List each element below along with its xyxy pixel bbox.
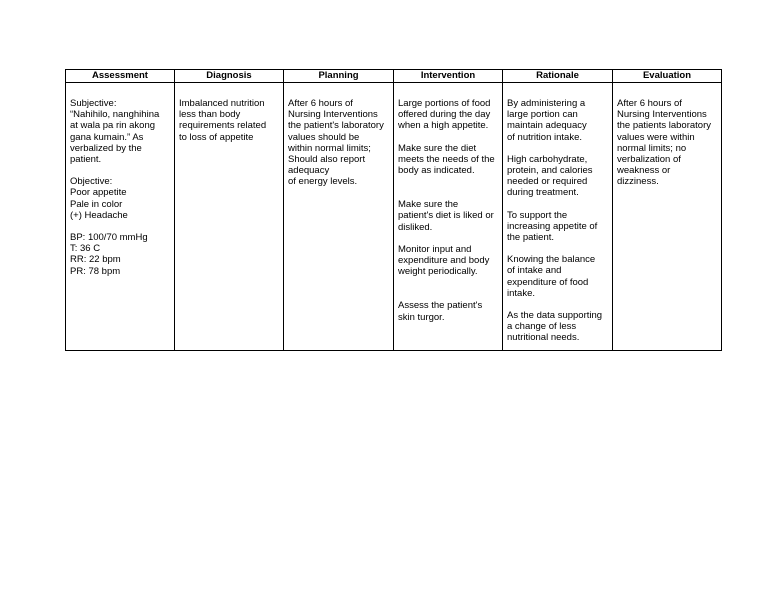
assessment-cell xyxy=(66,83,175,351)
objective-item: Poor appetite xyxy=(70,187,127,199)
diagnosis-cell xyxy=(175,83,284,351)
intervention-item: Make sure the diet meets the needs of the body as indicated. xyxy=(398,142,495,177)
header-diagnosis: Diagnosis xyxy=(175,70,284,83)
objective-label: Objective: xyxy=(70,176,113,188)
intervention-item: Make sure the patient's diet is liked or disliked. xyxy=(398,199,494,233)
rationale-item: As the data supporting a change of less nutritional needs. xyxy=(507,310,603,344)
vital-sign: BP: 100/70 mmHg xyxy=(70,232,148,244)
care-plan-row xyxy=(66,83,722,351)
header-row xyxy=(66,70,722,83)
patient-quote: “Nahihilo, nanghihina at wala pa rin akong gana kumain.” As verbalized by the patient. xyxy=(70,109,160,166)
intervention-item: Large portions of food offered during the day when a high appetite. xyxy=(398,98,491,132)
objective-item: (+) Headache xyxy=(70,209,128,221)
vital-sign: T: 36 C xyxy=(70,243,101,255)
rationale-item: Knowing the balance of intake and expenditure of food intake. xyxy=(507,254,596,299)
vital-sign: RR: 22 bpm xyxy=(70,254,121,266)
rationale-item: To support the increasing appetite of the patient. xyxy=(507,209,598,244)
planning-cell xyxy=(284,83,394,351)
intervention-item: Monitor input and expenditure and body weight periodically. xyxy=(398,243,490,278)
rationale-item: High carbohydrate, protein, and calories needed or required during treatment. xyxy=(507,153,593,199)
planning-text: After 6 hours of Nursing Interventions the patient's laboratory values should be within normal limits; Should also report adequacy of energy levels. xyxy=(288,98,384,188)
intervention-item: Assess the patient's skin turgor. xyxy=(398,300,483,323)
header-planning: Planning xyxy=(284,70,394,83)
header-intervention: Intervention xyxy=(394,70,503,83)
header-rationale: Rationale xyxy=(503,70,613,83)
diagnosis-text: Imbalanced nutrition less than body requirements related to loss of appetite xyxy=(179,98,267,143)
objective-item: Pale in color xyxy=(70,198,123,210)
header-assessment: Assessment xyxy=(66,70,175,83)
subjective-label: Subjective: xyxy=(70,98,117,109)
intervention-cell xyxy=(394,83,503,351)
evaluation-cell xyxy=(613,83,722,351)
nursing-care-plan-table xyxy=(65,69,722,351)
header-evaluation: Evaluation xyxy=(613,70,722,83)
evaluation-text: After 6 hours of Nursing Interventions the patients laboratory values were within normal limits; no verbalization of weakness or dizziness. xyxy=(617,98,712,188)
rationale-cell xyxy=(503,83,613,351)
rationale-item: By administering a large portion can maintain adequacy of nutrition intake. xyxy=(507,98,587,143)
vital-sign: PR: 78 bpm xyxy=(70,265,121,277)
